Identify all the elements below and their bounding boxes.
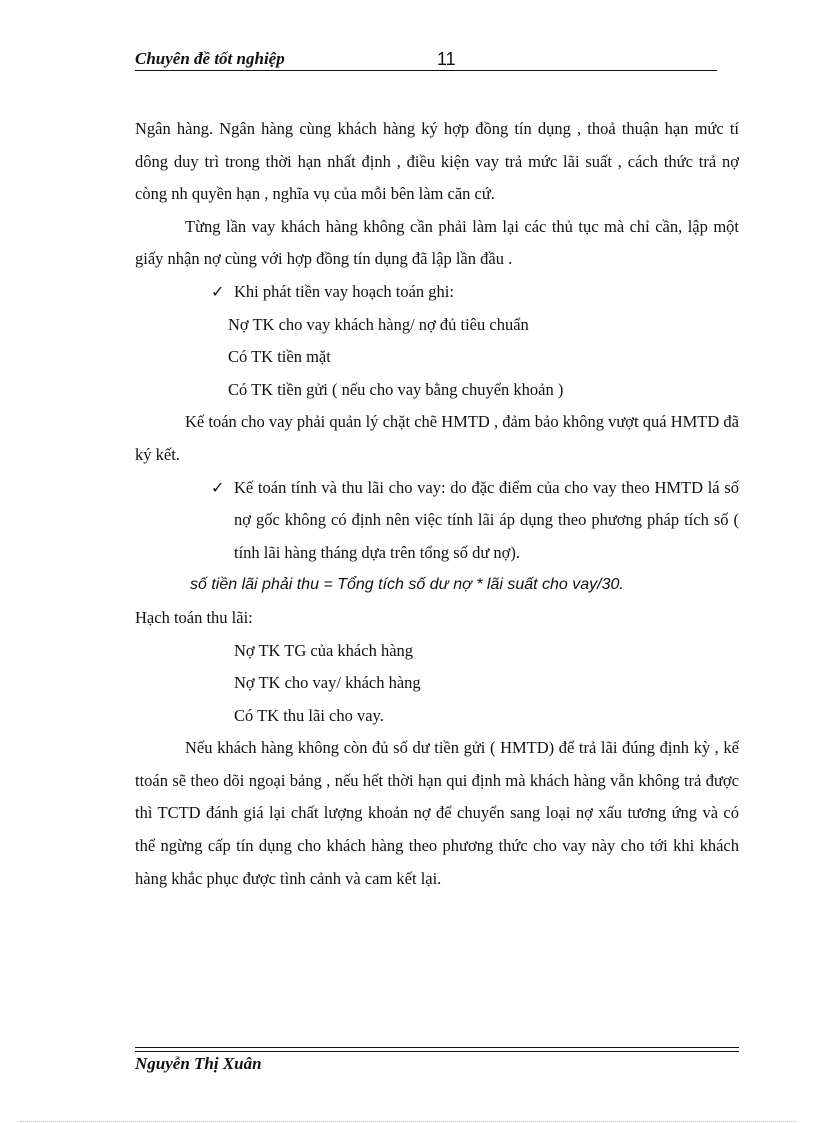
footer-divider (135, 1047, 739, 1048)
checkmark-icon: ✓ (211, 477, 225, 497)
paragraph-2: Từng lần vay khách hàng không cần phải làm lại các thủ tục mà chỉ cần, lập một giấy nhận nợ cùng với hợp đồng tín dụng đã lập lần đầu . (135, 216, 739, 269)
page-number: 11 (437, 49, 456, 69)
checklist-item-1 (135, 276, 739, 309)
entry-line: Có TK tiền gửi ( nếu cho vay bằng chuyển khoản ) (228, 379, 564, 399)
checklist-item-2-text: Kế toán tính và thu lãi cho vay: do đặc điểm của cho vay theo HMTD lá số nợ gốc không có định nên việc tính lãi áp dụng theo phương pháp tích số ( tính lãi hàng tháng dựa trên tổng số dư nợ). (234, 477, 739, 562)
entry-line: Có TK tiền mặt (228, 347, 331, 367)
entry-line: Nợ TK TG của khách hàng (234, 640, 414, 660)
document-title: Chuyên đề tốt nghiệp (135, 49, 285, 68)
checklist-item-1-text: Khi phát tiền vay hoạch toán ghi: (234, 281, 454, 301)
entry-line: Nợ TK cho vay/ khách hàng (234, 673, 421, 693)
paragraph-5: Nếu khách hàng không còn đủ số dư tiền gửi ( HMTD) để trả lãi đúng định kỳ , kế ttoán sẽ theo dõi ngoại bảng , nếu hết thời hạn qui định mà khách hàng vẫn không trả được thì TCTD đánh giá lại chất lượng khoản nợ để chuyển sang loại nợ xấu tương ứng và có thể ngừng cấp tín dụng cho khách hàng theo phương thức cho vay này cho tới khi khách hàng khắc phục được tình cảnh và cam kết lại. (135, 738, 739, 888)
author-name: Nguyễn Thị Xuân (135, 1054, 262, 1073)
entry-line: Có TK thu lãi cho vay. (234, 705, 384, 725)
page-header (135, 48, 717, 71)
paragraph-4: Hạch toán thu lãi: (135, 607, 253, 627)
entry-line: Nợ TK cho vay khách hàng/ nợ đủ tiêu chuẩn (228, 314, 529, 334)
page-edge-divider (20, 1121, 796, 1122)
interest-formula: số tiền lãi phải thu = Tổng tích số dư nợ * lãi suất cho vay/30. (190, 576, 624, 594)
footer-divider (135, 1051, 739, 1052)
checklist-item-2 (135, 472, 739, 570)
paragraph-3: Kế toán cho vay phải quản lý chặt chẽ HMTD , đảm bảo không vượt quá HMTD đã ký kết. (135, 412, 739, 464)
checkmark-icon: ✓ (211, 281, 225, 301)
page-body (135, 113, 739, 895)
paragraph-1: Ngân hàng. Ngân hàng cùng khách hàng ký hợp đồng tín dụng , thoả thuận hạn mức tí dông duy trì trong thời hạn nhất định , điều kiện vay trả mức lãi suất , cách thức trả nợ còng nh quyền hạn , nghĩa vụ của mỗi bên làm căn cứ. (135, 119, 739, 204)
